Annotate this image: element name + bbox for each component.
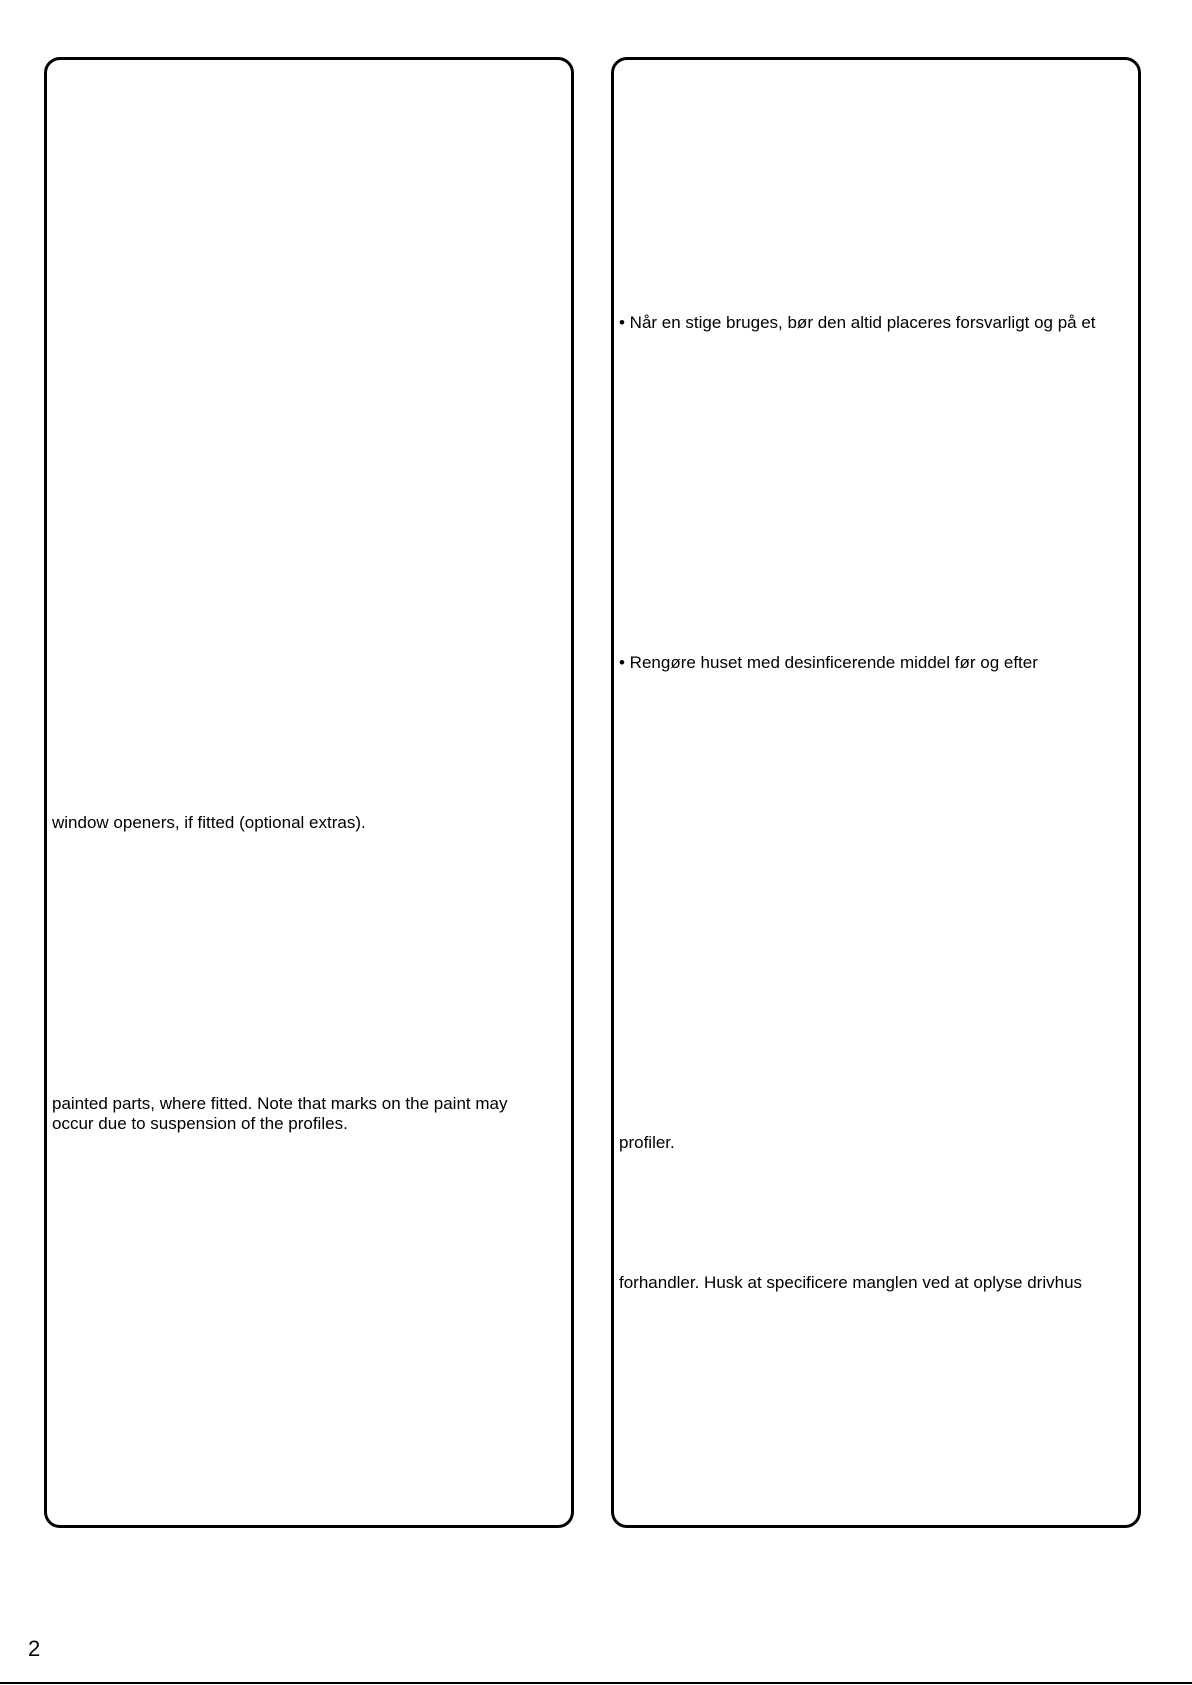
left-content-panel (44, 57, 574, 1528)
left-text-painted-parts: painted parts, where fitted. Note that marks on the paint may (52, 1094, 508, 1113)
right-content-panel (611, 57, 1141, 1528)
left-text-window-openers: window openers, if fitted (optional extras). (52, 813, 366, 832)
right-text-dealer: forhandler. Husk at specificere manglen ved at oplyse drivhus (619, 1273, 1083, 1292)
bottom-divider (0, 1682, 1192, 1684)
right-text-ladder: • Når en stige bruges, bør den altid placeres forsvarligt og på et (619, 313, 1096, 332)
left-text-suspension: occur due to suspension of the profiles. (52, 1114, 348, 1133)
right-text-profiler: profiler. (619, 1133, 675, 1152)
right-text-cleaning: • Rengøre huset med desinficerende middel før og efter (619, 653, 1038, 672)
page-number: 2 (28, 1636, 41, 1661)
